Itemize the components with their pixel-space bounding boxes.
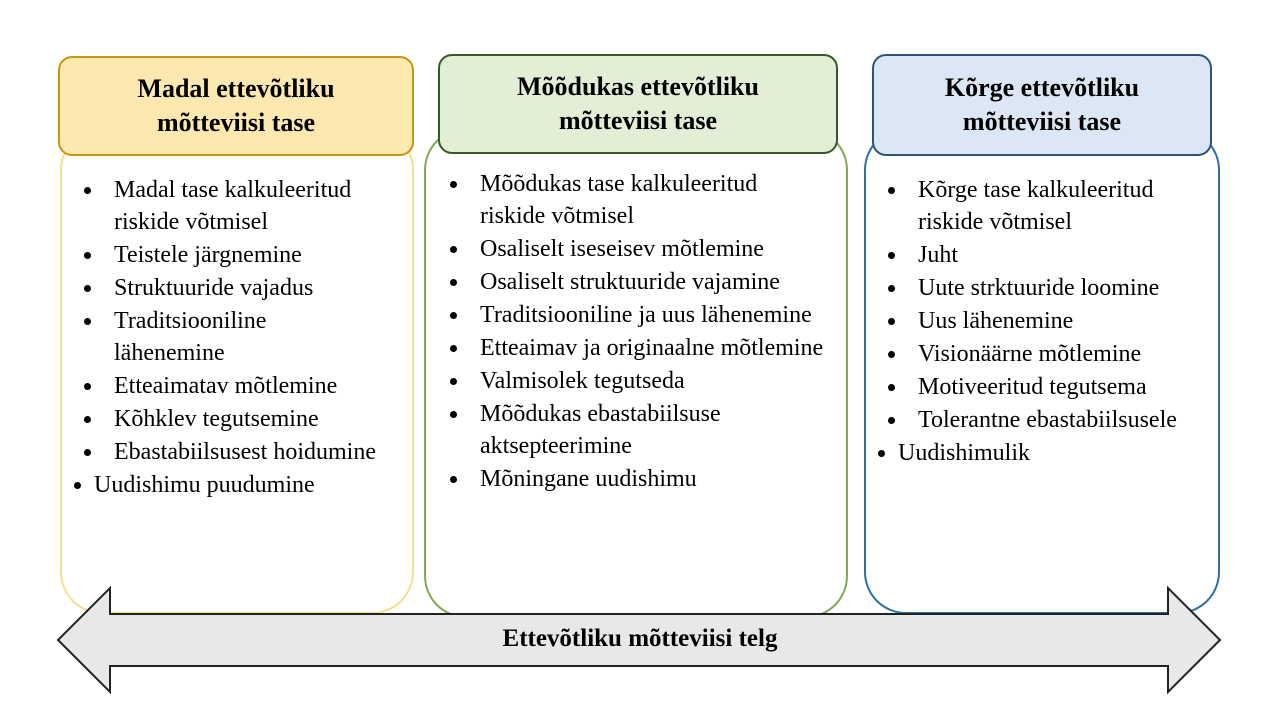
list-item: Etteaimatav mõtlemine xyxy=(80,370,380,402)
list-item: Osaliselt struktuuride vajamine xyxy=(446,266,826,298)
list-item: Kõhklev tegutsemine xyxy=(80,403,380,435)
list-item: Visionäärne mõtlemine xyxy=(884,338,1194,370)
list-item: Uus lähenemine xyxy=(884,305,1194,337)
list-item: Uudishimulik xyxy=(874,437,1194,469)
low-level-title-line2: mõtteviisi tase xyxy=(156,108,316,137)
list-item: Struktuuride vajadus xyxy=(80,272,380,304)
list-item: Tolerantne ebastabiilsusele xyxy=(884,404,1194,436)
high-level-title-line1: Kõrge ettevõtliku xyxy=(944,73,1140,102)
list-item: Osaliselt iseseisev mõtlemine xyxy=(446,233,826,265)
list-item: Etteaimav ja originaalne mõtlemine xyxy=(446,332,826,364)
list-item: Ebastabiilsusest hoidumine xyxy=(80,436,380,468)
medium-level-title-line2: mõtteviisi tase xyxy=(558,106,718,135)
list-item: Madal tase kalkuleeritud riskide võtmisel xyxy=(80,174,380,238)
list-item: Mõõdukas tase kalkuleeritud riskide võtmisel xyxy=(446,168,826,232)
list-item: Motiveeritud tegutsema xyxy=(884,371,1194,403)
list-item: Uudishimu puudumine xyxy=(70,469,380,501)
medium-level-title-line1: Mõõdukas ettevõtliku xyxy=(517,72,759,101)
list-item: Kõrge tase kalkuleeritud riskide võtmisel xyxy=(884,174,1194,238)
list-item: Valmisolek tegutseda xyxy=(446,365,826,397)
list-item: Uute strktuuride loomine xyxy=(884,272,1194,304)
list-item: Traditsiooniline lähenemine xyxy=(80,305,380,369)
low-level-title-line1: Madal ettevõtliku xyxy=(137,74,335,103)
list-item: Juht xyxy=(884,239,1194,271)
list-item: Mõõdukas ebastabiilsuse aktsepteerimine xyxy=(446,398,826,462)
axis-label: Ettevõtliku mõtteviisi telg xyxy=(502,625,778,652)
list-item: Teistele järgnemine xyxy=(80,239,380,271)
list-item: Mõningane uudishimu xyxy=(446,463,826,495)
high-level-title-line2: mõtteviisi tase xyxy=(962,107,1122,136)
list-item: Traditsiooniline ja uus lähenemine xyxy=(446,299,826,331)
